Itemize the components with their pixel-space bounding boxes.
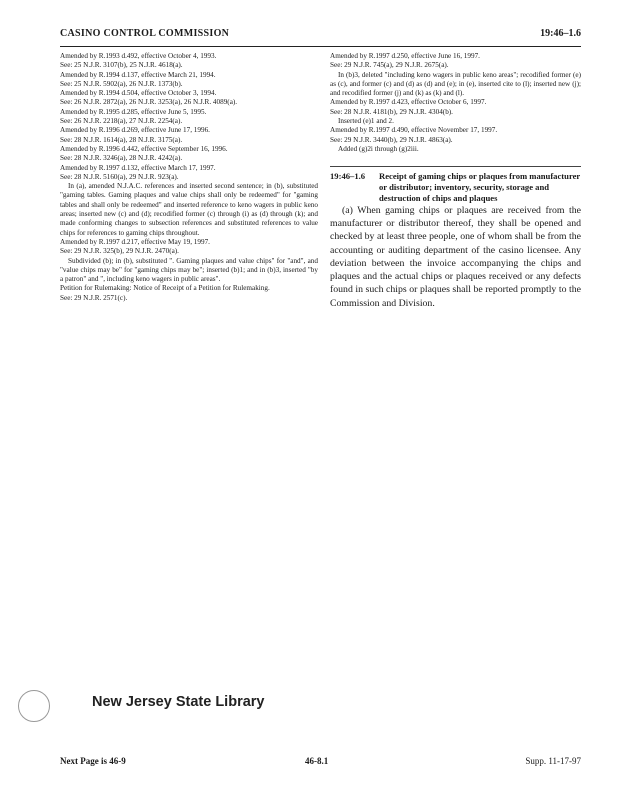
right-column-history bbox=[330, 52, 581, 154]
header-section-range: 19:46–1.6 bbox=[540, 28, 581, 39]
history-note: Amended by R.1997 d.217, effective May 19, 1997. bbox=[60, 237, 210, 246]
history-note: In (a), amended N.J.A.C. references and inserted second sentence; in (b), substituted "gaming tables. Gaming plaques and value chips shall only be redeemed" for "gaming tables and shall only be redeemed" and inserted reference to keno wagers in public keno areas; inserted new (c) and (d); recodified former (c) through (i) as (d) through (k); and made conforming changes to subsection references and substituted references to value chips for references to gaming chips throughout. bbox=[60, 182, 318, 237]
history-note: See: 25 N.J.R. 3107(b), 25 N.J.R. 4618(a). bbox=[60, 61, 183, 70]
section-heading bbox=[330, 166, 581, 203]
history-note: Amended by R.1994 d.137, effective March 21, 1994. bbox=[60, 70, 216, 79]
section-body-paragraph: (a) When gaming chips or plaques are received from the manufacturer or distributor thereof, they shall be opened and checked by at least three people, one of whom shall be from the accounting or auditing department of the casino licensee. Any deviation between the invoice accompanying the chips and plaques and the actual chips or plaques received or any defects found in such chips or plaques shall be reported promptly to the Commission and Division. bbox=[330, 204, 581, 309]
running-header bbox=[60, 28, 581, 46]
right-column bbox=[330, 52, 581, 310]
header-rule bbox=[60, 46, 581, 47]
library-stamp: New Jersey State Library bbox=[92, 694, 265, 710]
supplement-date: Supp. 11-17-97 bbox=[525, 756, 581, 766]
history-note: Amended by R.1996 d.269, effective June 17, 1996. bbox=[60, 126, 210, 135]
punch-hole-mark bbox=[18, 690, 50, 722]
history-note: See: 28 N.J.R. 1614(a), 28 N.J.R. 3175(a). bbox=[60, 135, 183, 144]
history-note: See: 29 N.J.R. 3440(b), 29 N.J.R. 4863(a). bbox=[330, 135, 453, 144]
history-note: See: 28 N.J.R. 5160(a), 29 N.J.R. 923(a). bbox=[60, 172, 179, 181]
history-note: Added (g)2i through (g)2iii. bbox=[338, 144, 419, 153]
history-note: See: 29 N.J.R. 745(a), 29 N.J.R. 2675(a). bbox=[330, 61, 449, 70]
next-page-note: Next Page is 46-9 bbox=[60, 756, 126, 766]
page-number: 46-8.1 bbox=[305, 756, 329, 766]
history-note: Amended by R.1997 d.490, effective November 17, 1997. bbox=[330, 126, 498, 135]
history-note: Amended by R.1997 d.250, effective June 16, 1997. bbox=[330, 52, 480, 60]
left-column-history bbox=[60, 52, 318, 303]
history-note: See: 26 N.J.R. 2872(a), 26 N.J.R. 3253(a), 26 N.J.R. 4089(a). bbox=[60, 98, 238, 107]
history-note: See: 25 N.J.R. 5902(a), 26 N.J.R. 1373(b). bbox=[60, 79, 183, 88]
history-note: See: 28 N.J.R. 3246(a), 28 N.J.R. 4242(a). bbox=[60, 154, 183, 163]
section-title: Receipt of gaming chips or plaques from manufacturer or distributor; inventory, security, storage and destruction of chips and plaques bbox=[379, 171, 581, 203]
history-note: In (b)3, deleted "including keno wagers in public keno areas"; recodified former (e) as (c), and former (c) and (d) as (d) and (e); in (e), inserted cite to (l); inserted new (j); and recodified former (j) and (k) as (k) and (l). bbox=[330, 70, 581, 98]
section-number: 19:46–1.6 bbox=[330, 171, 366, 182]
history-note: See: 29 N.J.R. 2571(c). bbox=[60, 293, 128, 302]
page-footer bbox=[60, 756, 581, 770]
history-note: Subdivided (b); in (b), substituted ". Gaming plaques and value chips" for "and", and "value chips may be" for "gaming chips may be"; inserted (b)1; and in (b)3, inserted "by a patron" and ", including keno wagers in public areas". bbox=[60, 256, 318, 284]
history-note: Amended by R.1997 d.132, effective March 17, 1997. bbox=[60, 163, 216, 172]
history-note: See: 28 N.J.R. 4181(b), 29 N.J.R. 4304(b). bbox=[330, 107, 453, 116]
history-note: Amended by R.1993 d.492, effective October 4, 1993. bbox=[60, 52, 217, 60]
header-title: CASINO CONTROL COMMISSION bbox=[60, 28, 230, 39]
history-note: Amended by R.1997 d.423, effective October 6, 1997. bbox=[330, 98, 487, 107]
history-note: Amended by R.1996 d.442, effective September 16, 1996. bbox=[60, 144, 228, 153]
history-note: Inserted (e)1 and 2. bbox=[338, 117, 394, 126]
history-note: See: 29 N.J.R. 325(b), 29 N.J.R. 2470(a). bbox=[60, 247, 179, 256]
history-note: Petition for Rulemaking: Notice of Receipt of a Petition for Rulemaking. bbox=[60, 284, 270, 293]
history-note: See: 26 N.J.R. 2218(a), 27 N.J.R. 2254(a). bbox=[60, 117, 183, 126]
history-note: Amended by R.1995 d.285, effective June 5, 1995. bbox=[60, 107, 207, 116]
history-note: Amended by R.1994 d.504, effective October 3, 1994. bbox=[60, 89, 217, 98]
